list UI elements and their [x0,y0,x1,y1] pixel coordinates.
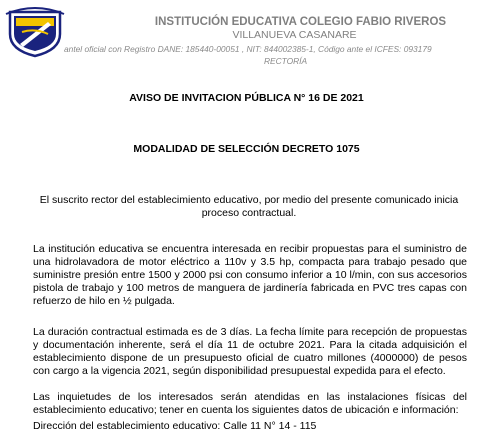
paragraph-duration-budget: La duración contractual estimada es de 3 días. La fecha límite para recepción de propuestas y documentación inherente, será el día 11 de octubre 2021. Para la citada adquisición el establecimiento dispone de un presupuesto oficial de cuatro millones (4000000) de pesos con cargo a la vigencia 2021, según disponibilidad presupuestal expedida para el efecto. [33,326,467,377]
paragraph-address: Dirección del establecimiento educativo: Calle 11 N° 14 - 115 [33,420,317,432]
registry-line: antel oficial con Registro DANE: 185440-00051 , NIT: 844002385-1, Código ante el ICFES: 093179 [64,44,432,54]
letterhead [64,16,493,66]
intro-paragraph: El suscrito rector del establecimiento educativo, por medio del presente comunicado inicia proceso contractual. [39,194,459,219]
modality-heading: MODALIDAD DE SELECCIÓN DECRETO 1075 [133,143,360,155]
school-logo [4,4,66,58]
institution-location: VILLANUEVA CASANARE [232,29,357,41]
notice-heading: AVISO DE INVITACION PÚBLICA N° 16 DE 2021 [129,92,364,104]
paragraph-inquiries: Las inquietudes de los interesados serán atendidas en las instalaciones físicas del establecimiento educativo; tener en cuenta los siguientes datos de ubicación e información: [33,391,467,416]
paragraph-object: La institución educativa se encuentra interesada en recibir propuestas para el suministro de una hidrolavadora de motor eléctrico a 110v y 3.5 hp, compacta para trabajo pesado que suministre presión entre 1500 y 2000 psi con consumo inferior a 10 l/min, con sus accesorios pistola de trabajo y 100 metros de manguera de jardinería fabricada en PVC tres capas con refuerzo de hilo en ½ pulgada. [33,243,467,307]
institution-name: INSTITUCIÓN EDUCATIVA COLEGIO FABIO RIVEROS [154,16,447,28]
office-label: RECTORÍA [263,56,308,66]
